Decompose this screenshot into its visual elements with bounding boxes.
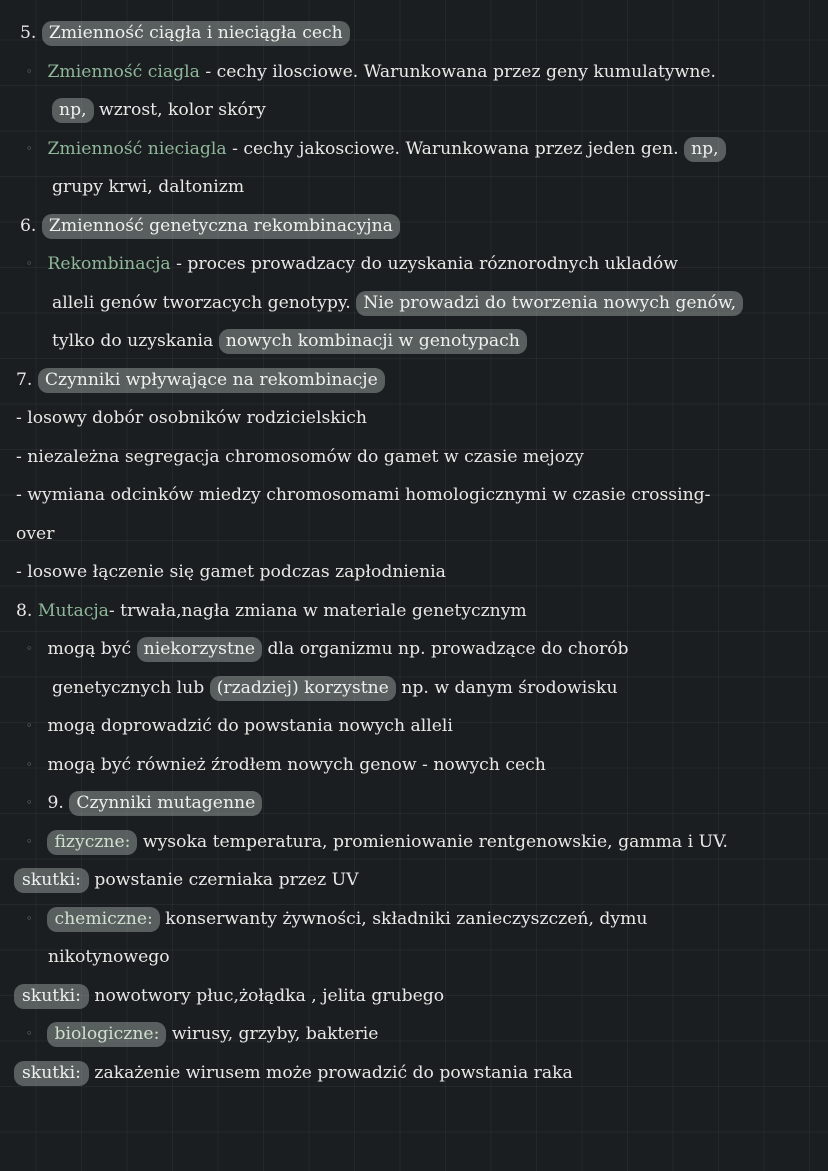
notes-body xyxy=(12,14,818,1092)
list-item xyxy=(12,746,818,785)
list-item xyxy=(12,438,818,477)
list-item xyxy=(12,1015,818,1054)
skutki-label: skutki: xyxy=(14,868,89,893)
list-item xyxy=(12,669,818,708)
highlighted-heading: Zmienność ciągła i nieciągła cech xyxy=(42,21,350,46)
term-label: fizyczne: xyxy=(47,830,137,855)
bullet-icon: ◦ xyxy=(26,257,33,270)
highlighted-heading: Czynniki mutagenne xyxy=(69,791,262,816)
list-item xyxy=(12,1054,818,1093)
list-item xyxy=(12,53,818,92)
item-number: 8. xyxy=(16,600,33,621)
bullet-icon: ◦ xyxy=(26,642,33,655)
list-item xyxy=(12,938,818,977)
item-text: zakażenie wirusem może prowadzić do powstania raka xyxy=(88,1062,573,1083)
list-item xyxy=(12,900,818,939)
highlighted-heading: Zmienność genetyczna rekombinacyjna xyxy=(42,214,400,239)
bullet-icon: ◦ xyxy=(26,834,33,848)
item-text: - losowy dobór osobników rodzicielskich xyxy=(16,408,367,428)
list-item xyxy=(12,553,818,592)
list-item xyxy=(12,207,818,246)
term-label: Zmienność ciagla xyxy=(47,61,200,82)
item-text: genetycznych lub xyxy=(52,677,210,698)
list-item xyxy=(12,977,818,1016)
item-number: 5. xyxy=(20,23,37,43)
highlighted-text: niekorzystne xyxy=(137,637,262,662)
item-text: wirusy, grzyby, bakterie xyxy=(166,1024,379,1044)
highlighted-heading: Czynniki wpływające na rekombinacje xyxy=(38,368,385,393)
item-text-after: dla organizmu np. prowadzące do chorób xyxy=(262,639,629,659)
item-text: - proces prowadzacy do uzyskania róznorodnych ukladów xyxy=(170,254,678,274)
item-text: nikotynowego xyxy=(48,947,170,967)
term-label: Zmienność nieciagla xyxy=(47,138,227,159)
item-text: - wymiana odcinków miedzy chromosomami homologicznymi w czasie crossing- xyxy=(16,485,711,505)
item-text: alleli genów tworzacych genotypy. xyxy=(52,292,357,313)
bullet-icon: ◦ xyxy=(26,64,33,78)
list-item xyxy=(12,630,818,669)
list-item xyxy=(12,361,818,400)
item-text: mogą być xyxy=(47,639,137,659)
bullet-icon: ◦ xyxy=(26,141,33,155)
list-item xyxy=(12,515,818,554)
term-label: Rekombinacja xyxy=(47,254,171,274)
bullet-icon: ◦ xyxy=(26,757,33,771)
list-item xyxy=(12,707,818,746)
list-item xyxy=(12,476,818,515)
item-text: tylko do uzyskania xyxy=(52,331,219,351)
term-label: biologiczne: xyxy=(47,1022,166,1047)
item-text: mogą być również źrodłem nowych genow - nowych cech xyxy=(47,754,546,775)
list-item xyxy=(12,592,818,631)
item-text: grupy krwi, daltonizm xyxy=(52,177,245,197)
list-item xyxy=(12,784,818,823)
item-text: nowotwory płuc,żołądka , jelita grubego xyxy=(88,985,445,1006)
item-text: - niezależna segregacja chromosomów do gamet w czasie mejozy xyxy=(16,446,584,467)
item-text: wzrost, kolor skóry xyxy=(93,100,266,120)
bullet-icon: ◦ xyxy=(26,719,33,732)
list-item xyxy=(12,168,818,207)
item-text-after: np. w danym środowisku xyxy=(395,677,618,698)
bullet-icon: ◦ xyxy=(26,1027,33,1040)
item-text: - cechy jakosciowe. Warunkowana przez jeden gen. xyxy=(226,138,685,159)
item-text: over xyxy=(16,523,55,544)
list-item xyxy=(12,14,818,53)
highlighted-text: nowych kombinacji w genotypach xyxy=(219,329,527,354)
inline-pill: np, xyxy=(52,98,94,123)
list-item xyxy=(12,322,818,361)
item-text: - cechy ilosciowe. Warunkowana przez geny kumulatywne. xyxy=(199,61,717,82)
inline-pill: np, xyxy=(684,137,726,162)
highlighted-text: (rzadziej) korzystne xyxy=(210,676,396,701)
item-text: konserwanty żywności, składniki zanieczyszczeń, dymu xyxy=(159,908,648,929)
skutki-label: skutki: xyxy=(14,984,89,1009)
item-number: 9. xyxy=(47,793,64,813)
list-item xyxy=(12,284,818,323)
item-number: 7. xyxy=(16,369,33,390)
item-text: - trwała,nagła zmiana w materiale genetycznym xyxy=(108,600,527,621)
term-label: Mutacja xyxy=(37,600,109,621)
item-text: powstanie czerniaka przez UV xyxy=(88,870,359,890)
list-item xyxy=(12,245,818,284)
item-text: mogą doprowadzić do powstania nowych alleli xyxy=(47,716,453,736)
list-item xyxy=(12,91,818,130)
list-item xyxy=(12,130,818,169)
term-label: chemiczne: xyxy=(47,907,159,932)
item-text: wysoka temperatura, promieniowanie rentgenowskie, gamma i UV. xyxy=(137,831,728,852)
bullet-icon: ◦ xyxy=(26,796,33,809)
highlighted-text: Nie prowadzi do tworzenia nowych genów, xyxy=(356,291,743,316)
bullet-icon: ◦ xyxy=(26,911,33,925)
item-number: 6. xyxy=(20,215,37,236)
list-item xyxy=(12,823,818,862)
list-item xyxy=(12,861,818,900)
list-item xyxy=(12,399,818,438)
item-text: - losowe łączenie się gamet podczas zapłodnienia xyxy=(16,562,446,582)
skutki-label: skutki: xyxy=(14,1061,89,1086)
